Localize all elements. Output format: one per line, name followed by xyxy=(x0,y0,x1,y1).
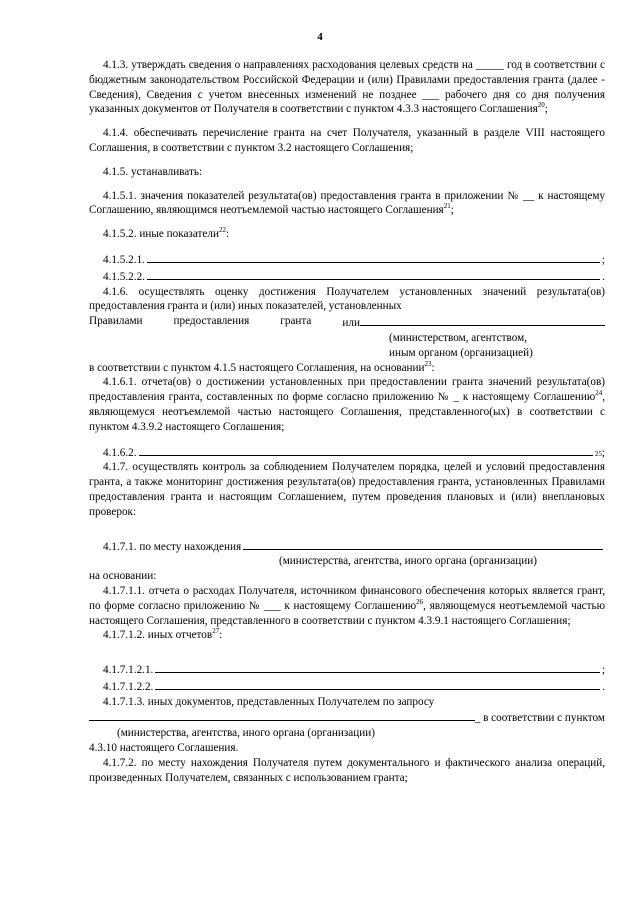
clause-4-1-7-1-2-1 xyxy=(89,661,605,678)
footnote-ref-24: 24 xyxy=(595,389,603,398)
clause-4-1-7-1-2-end: : xyxy=(219,629,223,642)
clause-4-1-6-basis-text: в соответствии с пунктом 4.1.5 настоящего Соглашения, на основании xyxy=(89,361,425,374)
footnote-ref-22: 22 xyxy=(218,226,226,235)
word: предоставления xyxy=(173,315,250,328)
blank-line xyxy=(147,251,600,263)
clause-4-1-7-1-3-end: 4.3.10 настоящего Соглашения. xyxy=(89,742,239,755)
blank-line xyxy=(147,268,600,280)
clause-4-1-5-2-1-label: 4.1.5.2.1. xyxy=(103,253,145,266)
clause-4-1-6-1-end: , являющемуся неотъемлемой частью настоящего Соглашения, представленного(ых) в соответствии с пунктом 4.3.9.2 настоящего Соглашения; xyxy=(89,391,605,433)
clause-4-1-6-intro: 4.1.6. осуществлять оценку достижения Получателем установленных значений результата(ов) предоставления гранта и (или) иных показателей, установленных xyxy=(89,285,605,313)
blank-line xyxy=(155,678,600,690)
clause-4-1-5-2-1 xyxy=(89,251,605,268)
clause-4-1-7: 4.1.7. осуществлять контроль за соблюдением Получателем порядка, целей и условий предоставления гранта, а также мониторинг достижения результата(ов) предоставления гранта, установленных Правилами предоставления гранта и настоящим Соглашением, путем проведения плановых и (или) внеплановых проверок: xyxy=(89,461,605,518)
clause-4-1-5-1 xyxy=(89,189,605,219)
word: или xyxy=(342,317,360,330)
clause-4-1-5-2-2 xyxy=(89,268,605,285)
note-ministry-4: (министерства, агентства, иного органа (организации) xyxy=(117,727,375,740)
clause-4-1-3-text: 4.1.3. утверждать сведения о направлениях расходования целевых средств на _____ год в соответствии с бюджетным законодательством Российской Федерации и (или) Правилами предоставления гранта (далее - Сведения), Сведения с учетом внесенных изменений не позднее ___ рабочего дня со дня получения указанных документов от Получателя в соответствии с пунктом 4.3.3 настоящего Соглашения xyxy=(89,59,605,116)
clause-4-1-7-1-1-end: , являющемуся неотъемлемой частью настоящего Соглашения, представленного в соответствии с пунктом 4.3.9.1 настоящего Соглашения; xyxy=(89,599,605,627)
note-line: (министерством, агентством, xyxy=(389,331,527,344)
blank-line xyxy=(243,538,603,550)
clause-4-1-6-2-label: 4.1.6.2. xyxy=(103,446,137,459)
clause-4-1-5-1-text: 4.1.5.1. значения показателей результата(ов) предоставления гранта в приложении № __ к настоящему Соглашению, являющимся неотъемлемой частью настоящего Соглашения xyxy=(89,189,605,217)
clause-4-1-6-line xyxy=(89,314,605,331)
clause-4-1-5: 4.1.5. устанавливать: xyxy=(103,165,203,178)
clause-4-1-7-1-2-1-end: ; xyxy=(601,664,605,677)
clause-4-1-7-1-2 xyxy=(89,628,605,643)
footnote-ref-23: 23 xyxy=(424,359,432,368)
clause-4-1-6-basis-end: : xyxy=(431,361,435,374)
note-ministry-3: (министерства, агентства, иного органа (организации) xyxy=(279,555,537,568)
clause-4-1-5-2-2-label: 4.1.5.2.2. xyxy=(103,270,145,283)
clause-4-1-7-1-1 xyxy=(89,584,605,628)
footnote-ref-21: 21 xyxy=(443,202,451,211)
clause-4-1-7-1-2-2-end: . xyxy=(602,680,605,693)
clause-4-1-7-1-label: 4.1.7.1. по месту нахождения xyxy=(103,540,242,553)
clause-4-1-5-2-end: : xyxy=(225,228,230,241)
clause-4-1-6-basis xyxy=(89,361,605,376)
clause-4-1-7-1-2-text: 4.1.7.1.2. иных отчетов xyxy=(103,629,213,642)
clause-4-1-7-1-3-line xyxy=(89,709,605,726)
note-line: иным органом (организацией) xyxy=(389,346,533,359)
blank-line xyxy=(360,314,605,326)
clause-4-1-7-1 xyxy=(89,538,605,555)
clause-4-1-7-1-3-ref: _ в соответствии с пунктом xyxy=(474,712,605,725)
clause-4-1-3-end: ; xyxy=(544,103,548,116)
word: гранта xyxy=(280,315,312,328)
clause-4-1-7-1-2-2-label: 4.1.7.1.2.2. xyxy=(103,680,154,693)
note-ministry-1 xyxy=(89,331,605,361)
clause-4-1-7-1-3: 4.1.7.1.3. иных документов, представленных Получателем по запросу xyxy=(103,695,435,708)
blank-line xyxy=(89,709,475,721)
clause-4-1-7-1-basis: на основании: xyxy=(89,570,157,583)
clause-4-1-5-2-1-end: ; xyxy=(601,253,605,266)
clause-4-1-5-1-end: ; xyxy=(450,204,454,217)
footnote-ref-20: 20 xyxy=(537,101,545,110)
clause-4-1-7-1-2-1-label: 4.1.7.1.2.1. xyxy=(103,664,154,677)
blank-line xyxy=(155,661,600,673)
clause-4-1-6-1-text: 4.1.6.1. отчета(ов) о достижении установленных при предоставлении гранта значений результата(ов) предоставления гранта, составленных по форме согласно приложению № _ к настоящему Соглашению xyxy=(89,376,605,404)
document-body xyxy=(89,58,605,785)
word-with-blank xyxy=(342,314,605,331)
clause-4-1-4: 4.1.4. обеспечивать перечисление гранта на счет Получателя, указанный в разделе VIII настоящего Соглашения, в соответствии с пунктом 3.2 настоящего Соглашения; xyxy=(89,127,605,154)
clause-4-1-5-2-2-end: . xyxy=(602,270,605,283)
footnote-ref-27: 27 xyxy=(212,627,220,636)
word: Правилами xyxy=(89,315,143,328)
clause-4-1-5-2 xyxy=(89,227,605,242)
blank-line xyxy=(139,444,593,456)
clause-4-1-3 xyxy=(89,58,605,117)
clause-4-1-5-2-text: 4.1.5.2. иные показатели xyxy=(103,228,219,241)
clause-4-1-7-2: 4.1.7.2. по месту нахождения Получателя путем документального и фактического анализа операций, произведенных Получателем, связанных с использованием гранта; xyxy=(89,756,605,784)
clause-4-1-6-2-end: ; xyxy=(601,446,605,459)
clause-4-1-6-2: 4.1.6.2. 25 ; xyxy=(89,444,605,461)
footnote-ref-26: 26 xyxy=(416,597,424,606)
clause-4-1-6-1 xyxy=(89,375,605,434)
page-number: 4 xyxy=(317,31,323,43)
clause-4-1-7-1-1-text: 4.1.7.1.1. отчета о расходах Получателя, источником финансового обеспечения которых является грант, по форме согласно приложению № ___ к настоящему Соглашению xyxy=(89,584,605,612)
clause-4-1-7-1-2-2 xyxy=(89,678,605,695)
